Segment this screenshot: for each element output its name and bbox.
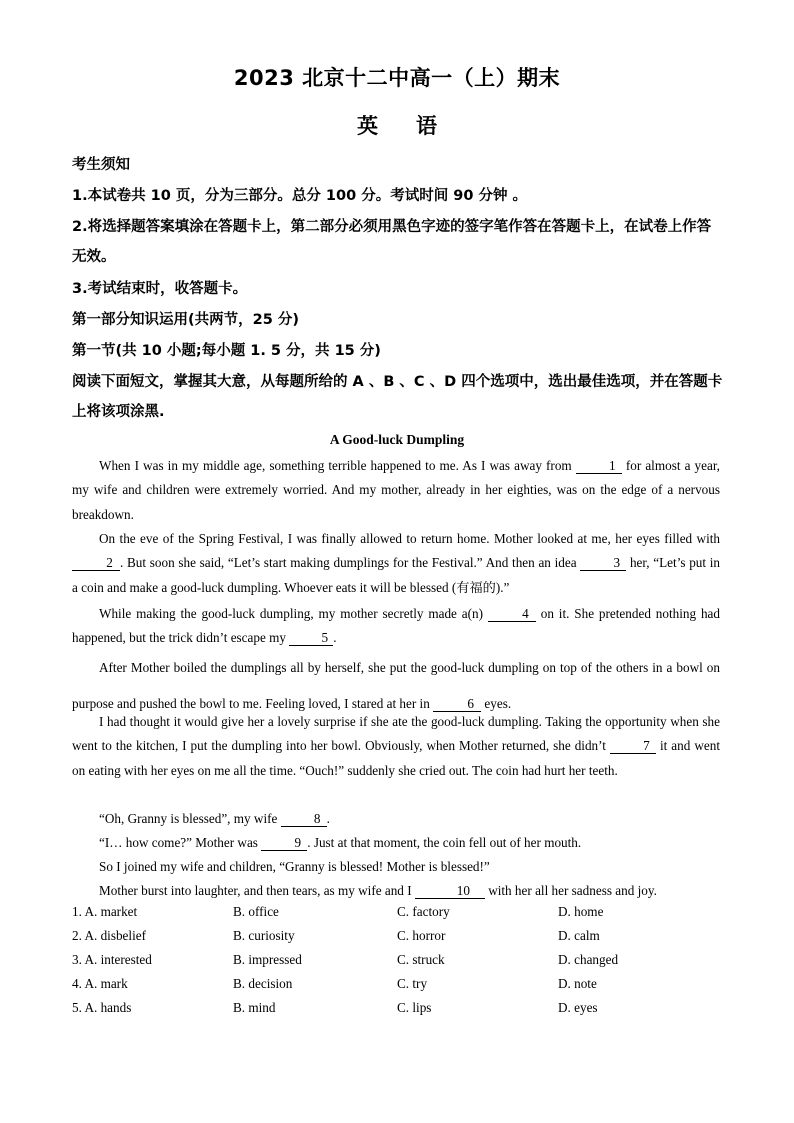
part-one-heading: 第一部分知识运用(共两节，25 分) [72,312,299,328]
paragraph-2: On the eve of the Spring Festival, I was finally allowed to return home. Mother looked at me, her eyes filled with 2 . But soon she said, “Let’s start making dumplings for the Festival.” And then an idea 3 her, “Let’s put in a coin and make a good-luck dumpling. Whoever eats it will be blessed (有福的).” [72,531,721,595]
option-2c: C. horror [397,928,446,943]
blank-10: 10 [415,884,485,899]
option-5a: 5. A. hands [72,1000,132,1015]
blank-4: 4 [488,607,536,622]
option-4c: C. try [397,976,428,991]
answer-options [72,904,732,1024]
options-row-3 [72,952,732,976]
option-5d: D. eyes [558,1000,598,1015]
blank-8: 8 [281,812,327,827]
paragraph-8: So I joined my wife and children, “Granny is blessed! Mother is blessed!” [99,859,490,874]
paragraph-4: After Mother boiled the dumplings all by herself, she put the good-luck dumpling on top of the others in a bowl on purpose and pushed the bowl to me. Feeling loved, I stared at her in 6 eyes. [72,660,720,711]
options-row-5 [72,1000,732,1024]
instruction-text: 阅读下面短文，掌握其大意，从每题所给的 A 、B 、C 、D 四个选项中，选出最佳选项，并在答题卡上将该项涂黑. [72,374,723,420]
paragraph-9: Mother burst into laughter, and then tears, as my wife and I 10 with her all her sadness and joy. [99,883,657,898]
option-5b: B. mind [233,1000,276,1015]
options-row-4 [72,976,732,1000]
paragraph-5: I had thought it would give her a lovely surprise if she ate the good-luck dumpling. Taking the opportunity when she went to the kitchen, I put the dumpling into her bowl. Obviously, when Mother returned, she didn’t 7 it and went on eating with her eyes on me all the time. “Ouch!” suddenly she cried out. The coin had hurt her teeth. [72,714,720,778]
blank-5: 5 [289,631,333,646]
option-4a: 4. A. mark [72,976,128,991]
option-2a: 2. A. disbelief [72,928,146,943]
blank-6: 6 [433,697,481,712]
option-4b: B. decision [233,976,293,991]
option-4d: D. note [558,976,597,991]
option-3a: 3. A. interested [72,952,152,967]
section-one-heading: 第一节(共 10 小题;每小题 1. 5 分，共 15 分) [72,343,381,359]
paragraph-6: “Oh, Granny is blessed”, my wife 8 . [99,811,330,826]
blank-3: 3 [580,556,626,571]
passage-title: A Good-luck Dumpling [329,432,465,447]
option-3d: D. changed [558,952,619,967]
option-1a: 1. A. market [72,904,138,919]
paragraph-7: “I… how come?” Mother was 9 . Just at that moment, the coin fell out of her mouth. [99,835,582,850]
blank-2: 2 [72,556,120,571]
paragraph-3: While making the good-luck dumpling, my mother secretly made a(n) 4 on it. She pretended nothing had happened, but the trick didn’t escape my 5 . [72,606,720,646]
notice-item-2: 2.将选择题答案填涂在答题卡上，第二部分必须用黑色字迹的签字笔作答在答题卡上，在试卷上作答无效。 [72,219,712,265]
exam-title: 2023 北京十二中高一（上）期末 [233,66,561,90]
notice-heading: 考生须知 [72,157,130,173]
blank-1: 1 [576,459,622,474]
option-3b: B. impressed [233,952,302,967]
blank-9: 9 [261,836,307,851]
option-2b: B. curiosity [233,928,295,943]
options-row-2 [72,928,732,952]
blank-7: 7 [610,739,656,754]
paragraph-1: When I was in my middle age, something terrible happened to me. As I was away from 1 for almost a year, my wife and children were extremely worried. And my mother, already in her eighties, was on the edge of a nervous breakdown. [72,458,720,522]
option-3c: C. struck [397,952,445,967]
option-2d: D. calm [558,928,600,943]
notice-item-1: 1.本试卷共 10 页，分为三部分。总分 100 分。考试时间 90 分钟 。 [72,188,528,204]
subject-title: 英语 [357,114,475,138]
option-5c: C. lips [397,1000,432,1015]
option-1b: B. office [233,904,279,919]
options-row-1 [72,904,732,928]
option-1d: D. home [558,904,604,919]
notice-item-3: 3.考试结束时，收答题卡。 [72,281,248,297]
option-1c: C. factory [397,904,450,919]
